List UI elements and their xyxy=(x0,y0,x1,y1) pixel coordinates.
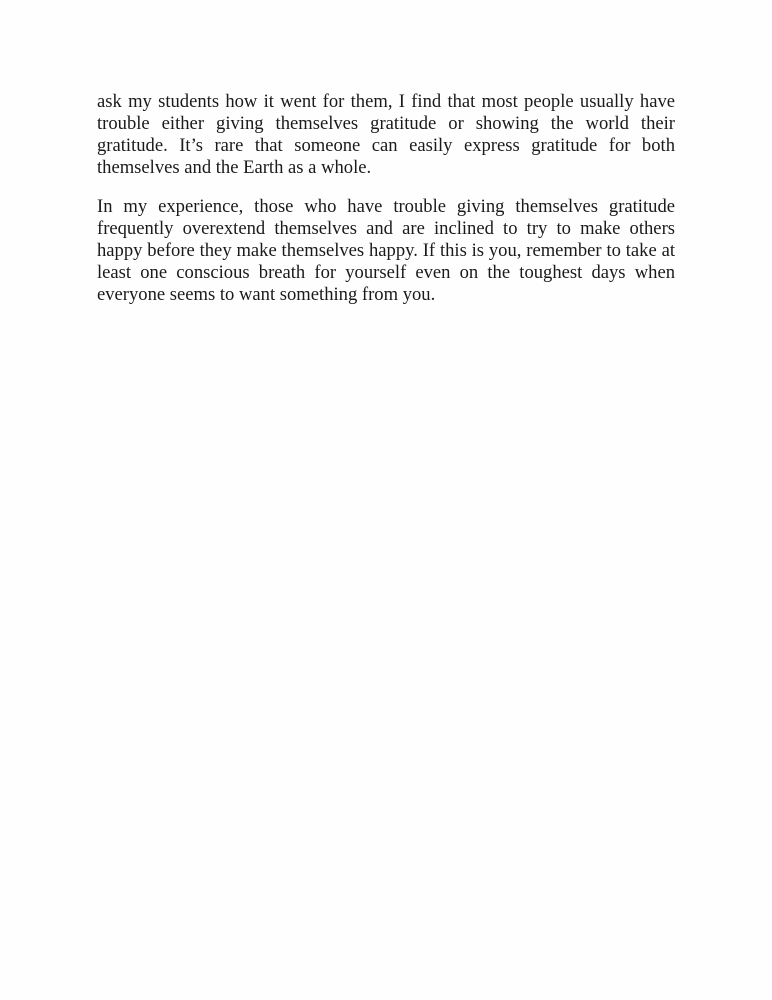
body-text xyxy=(97,91,675,323)
paragraph-1: ask my students how it went for them, I find that most people usually have trouble either giving themselves gratitude or showing the world their gratitude. It’s rare that someone can easily express gratitude for both themselves and the Earth as a whole. xyxy=(97,91,675,178)
paragraph-2: In my experience, those who have trouble giving themselves gratitude frequently overextend themselves and are inclined to try to make others happy before they make themselves happy. If this is you, remember to take at least one conscious breath for yourself even on the toughest days when everyone seems to want something from you. xyxy=(97,196,675,305)
